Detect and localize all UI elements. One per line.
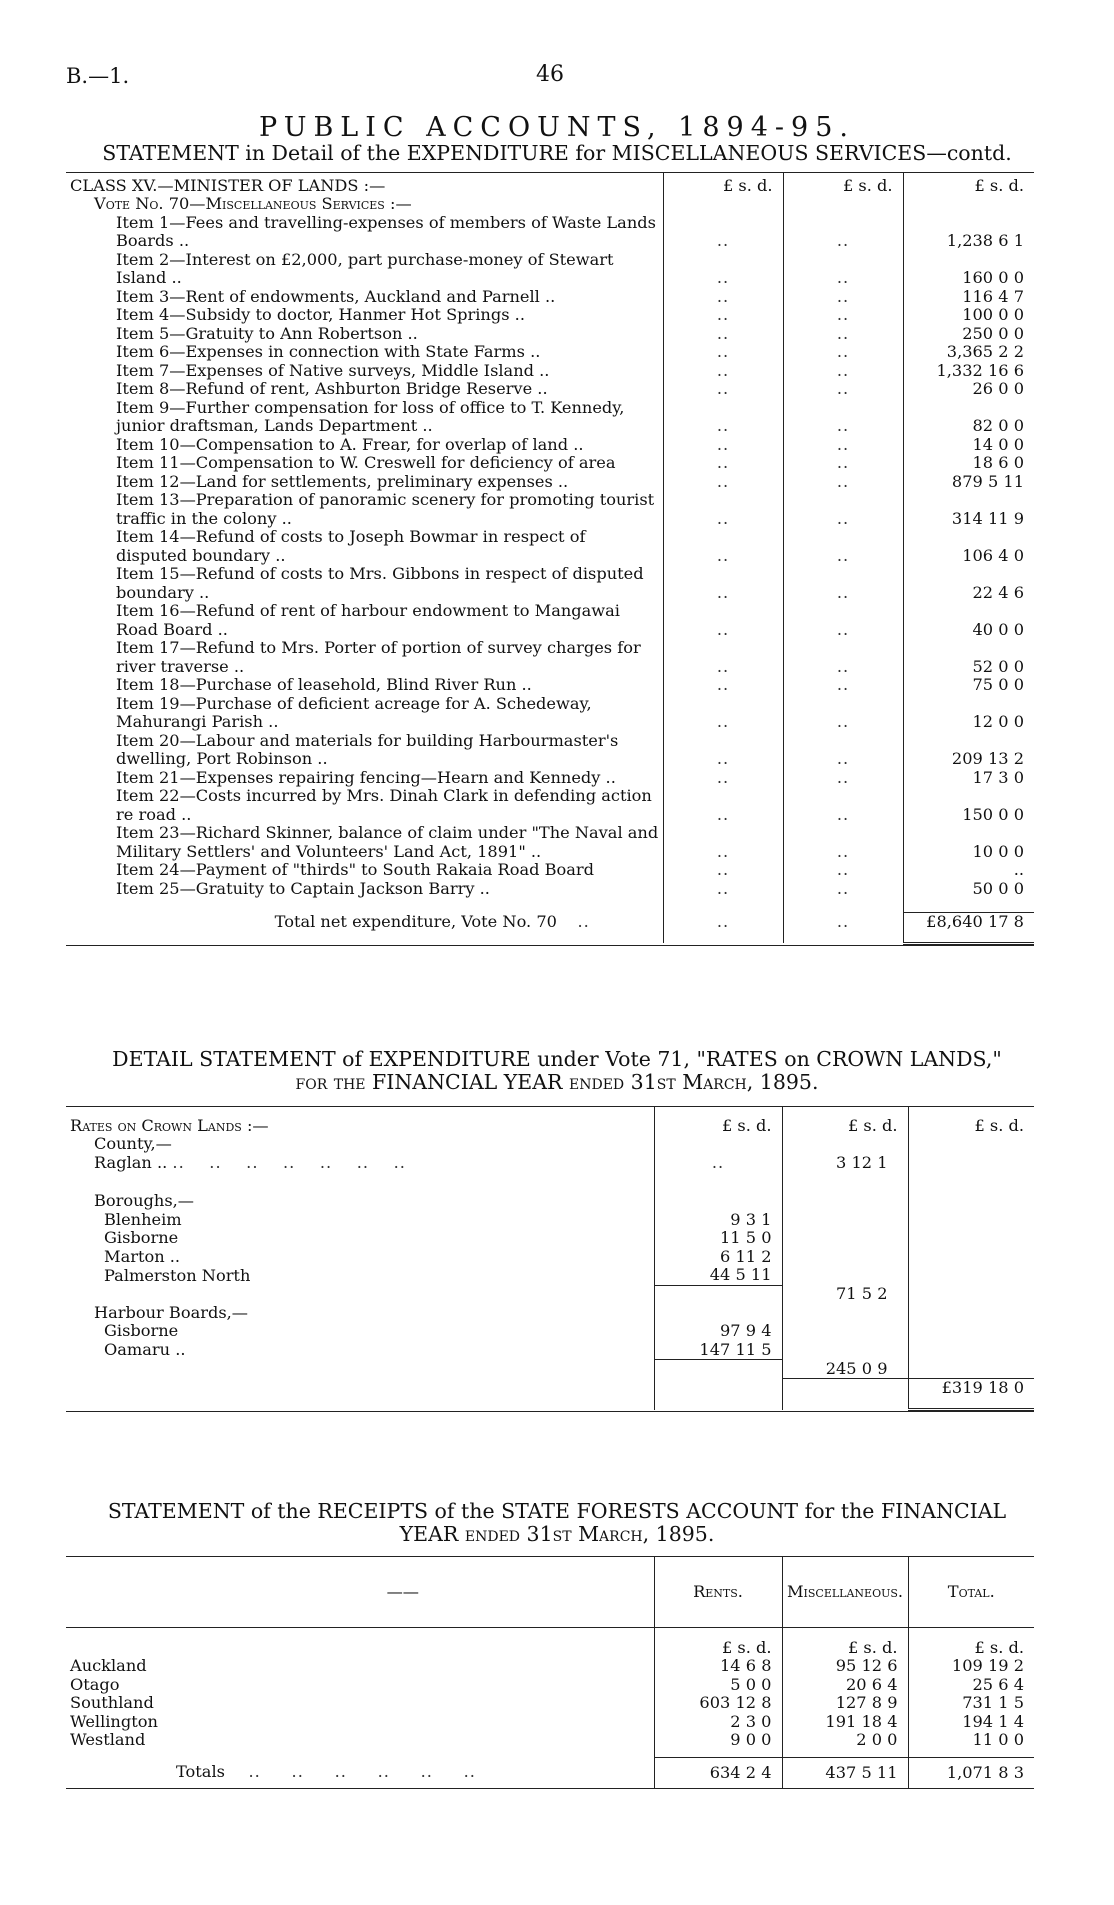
item-description: Item 12—Land for settlements, preliminary expenses ..: [116, 471, 569, 491]
unit-head: £ s. d.: [654, 1627, 782, 1657]
statement2-title-line2: for the FINANCIAL YEAR ended 31st March, 1895.: [295, 1070, 819, 1094]
item-description: Item 11—Compensation to W. Creswell for deficiency of area: [116, 453, 616, 472]
blank-col: ..: [663, 861, 783, 880]
item-description: Item 23—Richard Skinner, balance of claim under "The Naval and Military Settlers' and Volunteers' Land Act, 1891" ..: [116, 823, 659, 861]
expenditure-item: [66, 380, 1034, 399]
item-amount: 50 0 0: [903, 880, 1034, 899]
expenditure-item: [66, 454, 1034, 473]
page-title: PUBLIC ACCOUNTS, 1894-95.: [259, 112, 855, 143]
col-head: £ s. d.: [783, 173, 903, 195]
misc-header: Miscellaneous.: [782, 1557, 908, 1627]
blank-col: ..: [663, 639, 783, 676]
county-amount: 3 12 1: [782, 1154, 908, 1173]
blank-col: ..: [783, 214, 903, 251]
blank-col: ..: [663, 454, 783, 473]
blank-col: ..: [663, 214, 783, 251]
statement2-table: Rates on Crown Lands :— £ s. d. £ s. d. £ s. d. County,— Raglan .. .. .. .. .. .. .. .. .. 3 12 1 Boroughs,— Blenheim 9 3 1 Gisborne 11 5 0 Marton .. 6 11 2 Palmerston North 44 5 11 71 5 2 Harbour Boards,— Gisborne 97 9 4 Oamaru .. 147 11 5 245 0 9 £319 18 0: [66, 1106, 1034, 1412]
item-amount: 209 13 2: [903, 732, 1034, 769]
expenditure-item: [66, 306, 1034, 325]
expenditure-item: [66, 824, 1034, 861]
rents-value: 2 3 0: [654, 1713, 782, 1732]
rates-amount: 44 5 11: [654, 1266, 782, 1285]
forest-row: [66, 1694, 1034, 1713]
totals-row: Totals .. .. .. .. .. ..: [176, 1762, 476, 1782]
blank-col: ..: [663, 306, 783, 325]
misc-value: 95 12 6: [782, 1657, 908, 1676]
blank-col: ..: [663, 565, 783, 602]
item-description: Item 6—Expenses in connection with State Farms ..: [116, 342, 541, 361]
blank-col: ..: [783, 880, 903, 899]
item-amount: 1,332 16 6: [903, 362, 1034, 381]
rents-value: 9 0 0: [654, 1731, 782, 1750]
item-description: Item 21—Expenses repairing fencing—Hearn and Kennedy ..: [116, 767, 616, 787]
item-description: Item 1—Fees and travelling-expenses of members of Waste Lands Boards ..: [116, 212, 656, 250]
blank-col: ..: [663, 473, 783, 492]
blank-col: ..: [783, 769, 903, 788]
rents-value: 603 12 8: [654, 1694, 782, 1713]
totals-total: 1,071 8 3: [908, 1758, 1034, 1788]
total-value: 731 1 5: [908, 1694, 1034, 1713]
expenditure-item: [66, 732, 1034, 769]
blank-col: ..: [783, 325, 903, 344]
district-name: Wellington: [70, 1711, 158, 1731]
forest-row: [66, 1676, 1034, 1695]
item-description: Item 17—Refund to Mrs. Porter of portion of survey charges for river traverse ..: [116, 638, 641, 676]
forest-row: [66, 1713, 1034, 1732]
blank-col: ..: [783, 676, 903, 695]
blank-col: ..: [663, 288, 783, 307]
item-description: Item 20—Labour and materials for building Harbourmaster's dwelling, Port Robinson ..: [116, 730, 619, 768]
expenditure-item: [66, 399, 1034, 436]
expenditure-item: [66, 251, 1034, 288]
rates-amount: 147 11 5: [654, 1341, 782, 1360]
total-value: 25 6 4: [908, 1676, 1034, 1695]
blank-col: ..: [663, 380, 783, 399]
district-name: Southland: [70, 1693, 154, 1712]
item-description: Item 24—Payment of "thirds" to South Rakaia Road Board: [116, 860, 595, 879]
grand-total: £319 18 0: [908, 1379, 1034, 1398]
item-description: Item 22—Costs incurred by Mrs. Dinah Clark in defending action re road ..: [116, 786, 652, 824]
expenditure-item: [66, 343, 1034, 362]
blank-col: ..: [663, 769, 783, 788]
harbour-label: Harbour Boards,—: [94, 1302, 248, 1322]
item-amount: 82 0 0: [903, 399, 1034, 436]
totals-misc: 437 5 11: [782, 1758, 908, 1788]
blank-col: ..: [663, 880, 783, 899]
rates-name: Marton ..: [104, 1246, 181, 1266]
unit-head: £ s. d.: [908, 1627, 1034, 1657]
rates-name: Palmerston North: [104, 1265, 251, 1285]
col-head: £ s. d.: [908, 1107, 1034, 1135]
statement2-title-line1: DETAIL STATEMENT of EXPENDITURE under Vote 71, "RATES on CROWN LANDS,": [112, 1047, 1002, 1071]
rates-name: Oamaru ..: [104, 1340, 186, 1359]
expenditure-item: [66, 473, 1034, 492]
blank-col: ..: [783, 473, 903, 492]
blank-col: ..: [663, 251, 783, 288]
blank-col: ..: [783, 861, 903, 880]
blank-col: ..: [783, 528, 903, 565]
blank-col: ..: [663, 325, 783, 344]
item-amount: 18 6 0: [903, 454, 1034, 473]
blank-col: ..: [663, 343, 783, 362]
total-label: Total net expenditure, Vote No. 70 ..: [274, 911, 590, 931]
misc-value: 127 8 9: [782, 1694, 908, 1713]
item-description: Item 19—Purchase of deficient acreage for A. Schedeway, Mahurangi Parish ..: [116, 693, 592, 731]
col-head: £ s. d.: [782, 1107, 908, 1135]
item-description: Item 10—Compensation to A. Frear, for overlap of land ..: [116, 434, 584, 454]
misc-value: 191 18 4: [782, 1713, 908, 1732]
item-amount: 314 11 9: [903, 491, 1034, 528]
blank-col: ..: [783, 399, 903, 436]
expenditure-item: [66, 362, 1034, 381]
blank-col: ..: [783, 343, 903, 362]
item-amount: 150 0 0: [903, 787, 1034, 824]
blank-col: ..: [783, 565, 903, 602]
item-description: Item 8—Refund of rent, Ashburton Bridge Reserve ..: [116, 379, 548, 398]
blank-col: ..: [663, 436, 783, 455]
dash-heading: ——: [386, 1581, 419, 1601]
item-amount: 12 0 0: [903, 695, 1034, 732]
item-amount: 75 0 0: [903, 676, 1034, 695]
misc-value: 2 0 0: [782, 1731, 908, 1750]
total-header: Total.: [908, 1557, 1034, 1627]
blank-col: ..: [783, 602, 903, 639]
blank-col: ..: [663, 695, 783, 732]
blank-col: ..: [783, 251, 903, 288]
blank-col: ..: [783, 306, 903, 325]
page-ref: B.—1.: [66, 64, 130, 88]
item-description: Item 18—Purchase of leasehold, Blind River Run ..: [116, 675, 532, 694]
unit-head: £ s. d.: [782, 1627, 908, 1657]
blank-col: ..: [783, 639, 903, 676]
boroughs-label: Boroughs,—: [94, 1191, 194, 1210]
misc-value: 20 6 4: [782, 1676, 908, 1695]
rents-header: Rents.: [654, 1557, 782, 1627]
blank-col: ..: [783, 362, 903, 381]
blank-col: ..: [783, 288, 903, 307]
rates-heading: Rates on Crown Lands :—: [70, 1115, 269, 1135]
item-description: Item 25—Gratuity to Captain Jackson Barry ..: [116, 878, 490, 898]
rates-amount: 97 9 4: [654, 1322, 782, 1341]
blank-col: ..: [783, 824, 903, 861]
item-description: Item 4—Subsidy to doctor, Hanmer Hot Springs ..: [116, 305, 525, 324]
item-description: Item 7—Expenses of Native surveys, Middle Island ..: [116, 360, 550, 380]
blank-col: ..: [783, 695, 903, 732]
blank-col: ..: [663, 787, 783, 824]
col-head: £ s. d.: [903, 173, 1034, 195]
district-name: Otago: [70, 1674, 120, 1694]
item-description: Item 9—Further compensation for loss of office to T. Kennedy, junior draftsman, Lands Department ..: [116, 397, 625, 435]
expenditure-item: [66, 861, 1034, 880]
item-amount: 106 4 0: [903, 528, 1034, 565]
expenditure-item: [66, 288, 1034, 307]
item-amount: 1,238 6 1: [903, 214, 1034, 251]
county-label: County,—: [94, 1134, 172, 1153]
rates-row: [66, 1211, 1034, 1230]
rates-name: Gisborne: [104, 1228, 179, 1247]
totals-rents: 634 2 4: [654, 1758, 782, 1788]
expenditure-item: [66, 325, 1034, 344]
item-amount: 116 4 7: [903, 288, 1034, 307]
rates-amount: 6 11 2: [654, 1248, 782, 1267]
item-amount: 26 0 0: [903, 380, 1034, 399]
blank-col: ..: [663, 676, 783, 695]
item-amount: 17 3 0: [903, 769, 1034, 788]
blank-col: ..: [783, 491, 903, 528]
item-amount: 14 0 0: [903, 436, 1034, 455]
rates-row: [66, 1248, 1034, 1267]
blank-col: ..: [663, 602, 783, 639]
expenditure-item: [66, 602, 1034, 639]
statement3-title-line1: STATEMENT of the RECEIPTS of the STATE FORESTS ACCOUNT for the FINANCIAL: [107, 1499, 1007, 1523]
blank-col: ..: [663, 491, 783, 528]
item-description: Item 5—Gratuity to Ann Robertson ..: [116, 323, 418, 343]
expenditure-item: [66, 491, 1034, 528]
blank-col: ..: [783, 454, 903, 473]
rents-value: 14 6 8: [654, 1657, 782, 1676]
blank-col: ..: [663, 824, 783, 861]
boroughs-total: 71 5 2: [782, 1285, 908, 1304]
statement1-table: CLASS XV.—MINISTER OF LANDS :— £ s. d. £ s. d. £ s. d. Vote No. 70—Miscellaneous Services :— Item 1—Fees and travelling-expenses of members of Waste Lands Boards .. .. .. 1,238 6 1 Item 2—Interest on £2,000, part purchase-money of Stewart Island .. .. .. 160 0 0 Item 3—Rent of endowments, Auckland and Parnell .. .. .. 116 4 7 Item 4—Subsidy to doctor, Hanmer Hot Springs .. .. .. 100 0 0 Item 5—Gratuity to Ann Robertson .. .. .. 250 0 0 Item 6—Expenses in connection with State Farms .. .. .. 3,365 2 2 Item 7—Expenses of Native surveys, Middle Island .. .. .. 1,332 16 6 Item 8—Refund of rent, Ashburton Bridge Reserve .. .. .. 26 0 0 Item 9—Further compensation for loss of office to T. Kennedy, junior draftsman, Lands Department .. .. .. 82 0 0 Item 10—Compensation to A. Frear, for overlap of land .. .. .. 14 0 0 Item 11—Compensation to W. Creswell for deficiency of area .. .. 18 6 0 Item 12—Land for settlements, preliminary expenses .. .. .. 879 5 11 Item 13—Preparation of panoramic scenery for promoting tourist traffic in the colony .. .. .. 314 11 9 Item 14—Refund of costs to Joseph Bowmar in respect of disputed boundary .. .. .. 106 4 0 Item 15—Refund of costs to Mrs. Gibbons in respect of disputed boundary .. .. .. 22 4 6 Item 16—Refund of rent of harbour endowment to Mangawai Road Board .. .. .. 40 0 0 Item 17—Refund to Mrs. Porter of portion of survey charges for river traverse .. .. .. 52 0 0 Item 18—Purchase of leasehold, Blind River Run .. .. .. 75 0 0 Item 19—Purchase of deficient acreage for A. Schedeway, Mahurangi Parish .. .. .. 12 0 0 Item 20—Labour and materials for building Harbourmaster's dwelling, Port Robinson .. .. .. 209 13 2 Item 21—Expenses repairing fencing—Hearn and Kennedy .. .. .. 17 3 0 Item 22—Costs incurred by Mrs. Dinah Clark in defending action re road .. .. .. 150 0 0 Item 23—Richard Skinner, balance of claim under "The Naval and Military Settlers' and Volunteers' Land Act, 1891" .. .. .. 10 0 0 Item 24—Payment of "thirds" to South Rakaia Road Board .. .. .. Item 25—Gratuity to Captain Jackson Barry .. .. .. 50 0 0 Total net expenditure, Vote No. 70 .. .. .. £8,640 17 8: [66, 172, 1034, 946]
item-amount: 250 0 0: [903, 325, 1034, 344]
item-amount: 100 0 0: [903, 306, 1034, 325]
item-description: Item 3—Rent of endowments, Auckland and Parnell ..: [116, 286, 556, 306]
expenditure-item: [66, 565, 1034, 602]
expenditure-item: [66, 436, 1034, 455]
total-value: 109 19 2: [908, 1657, 1034, 1676]
blank-col: ..: [783, 787, 903, 824]
district-name: Auckland: [70, 1656, 147, 1675]
item-amount: 22 4 6: [903, 565, 1034, 602]
expenditure-item: [66, 695, 1034, 732]
blank-col: ..: [783, 436, 903, 455]
blank-col: ..: [663, 732, 783, 769]
rates-amount: 11 5 0: [654, 1229, 782, 1248]
expenditure-item: [66, 676, 1034, 695]
rates-name: Gisborne: [104, 1321, 179, 1340]
district-name: Westland: [70, 1730, 146, 1749]
total-amount: £8,640 17 8: [903, 912, 1034, 931]
item-description: Item 15—Refund of costs to Mrs. Gibbons in respect of disputed boundary ..: [116, 564, 644, 602]
vote-heading: Vote No. 70—Miscellaneous Services :—: [94, 194, 412, 213]
rates-name: Blenheim: [104, 1209, 182, 1229]
item-amount: 160 0 0: [903, 251, 1034, 288]
rates-row: [66, 1341, 1034, 1360]
statement3-table: [66, 1556, 1034, 1789]
harbour-total: 245 0 9: [782, 1360, 908, 1379]
col-head: £ s. d.: [663, 173, 783, 195]
item-amount: 3,365 2 2: [903, 343, 1034, 362]
expenditure-item: [66, 528, 1034, 565]
page-number: 46: [536, 62, 564, 87]
rates-row: [66, 1229, 1034, 1248]
blank-col: ..: [783, 380, 903, 399]
class-heading: CLASS XV.—MINISTER OF LANDS :—: [70, 175, 386, 195]
item-amount: ..: [903, 861, 1034, 880]
item-amount: 10 0 0: [903, 824, 1034, 861]
rates-row: [66, 1266, 1034, 1285]
expenditure-item: [66, 769, 1034, 788]
col-head: £ s. d.: [654, 1107, 782, 1135]
blank-col: ..: [663, 399, 783, 436]
rents-value: 5 0 0: [654, 1676, 782, 1695]
total-value: 194 1 4: [908, 1713, 1034, 1732]
blank-col: ..: [663, 528, 783, 565]
expenditure-item: [66, 639, 1034, 676]
rates-amount: 9 3 1: [654, 1211, 782, 1230]
expenditure-item: [66, 787, 1034, 824]
item-amount: 40 0 0: [903, 602, 1034, 639]
item-amount: 879 5 11: [903, 473, 1034, 492]
expenditure-item: [66, 880, 1034, 899]
item-description: Item 2—Interest on £2,000, part purchase-money of Stewart Island ..: [116, 249, 614, 287]
blank-col: ..: [783, 732, 903, 769]
item-description: Item 16—Refund of rent of harbour endowment to Mangawai Road Board ..: [116, 601, 620, 639]
expenditure-item: [66, 214, 1034, 251]
blank-col: ..: [663, 362, 783, 381]
item-description: Item 13—Preparation of panoramic scenery for promoting tourist traffic in the colony ..: [116, 490, 655, 528]
total-value: 11 0 0: [908, 1731, 1034, 1750]
rates-row: [66, 1322, 1034, 1341]
item-description: Item 14—Refund of costs to Joseph Bowmar in respect of disputed boundary ..: [116, 527, 586, 565]
statement1-title: STATEMENT in Detail of the EXPENDITURE for MISCELLANEOUS SERVICES—contd.: [102, 141, 1012, 165]
item-amount: 52 0 0: [903, 639, 1034, 676]
forest-row: [66, 1657, 1034, 1676]
forest-row: [66, 1731, 1034, 1750]
statement3-title-line2: YEAR ended 31st March, 1895.: [399, 1522, 715, 1546]
county-row: Raglan .. .. .. .. .. .. .. ..: [94, 1152, 406, 1172]
